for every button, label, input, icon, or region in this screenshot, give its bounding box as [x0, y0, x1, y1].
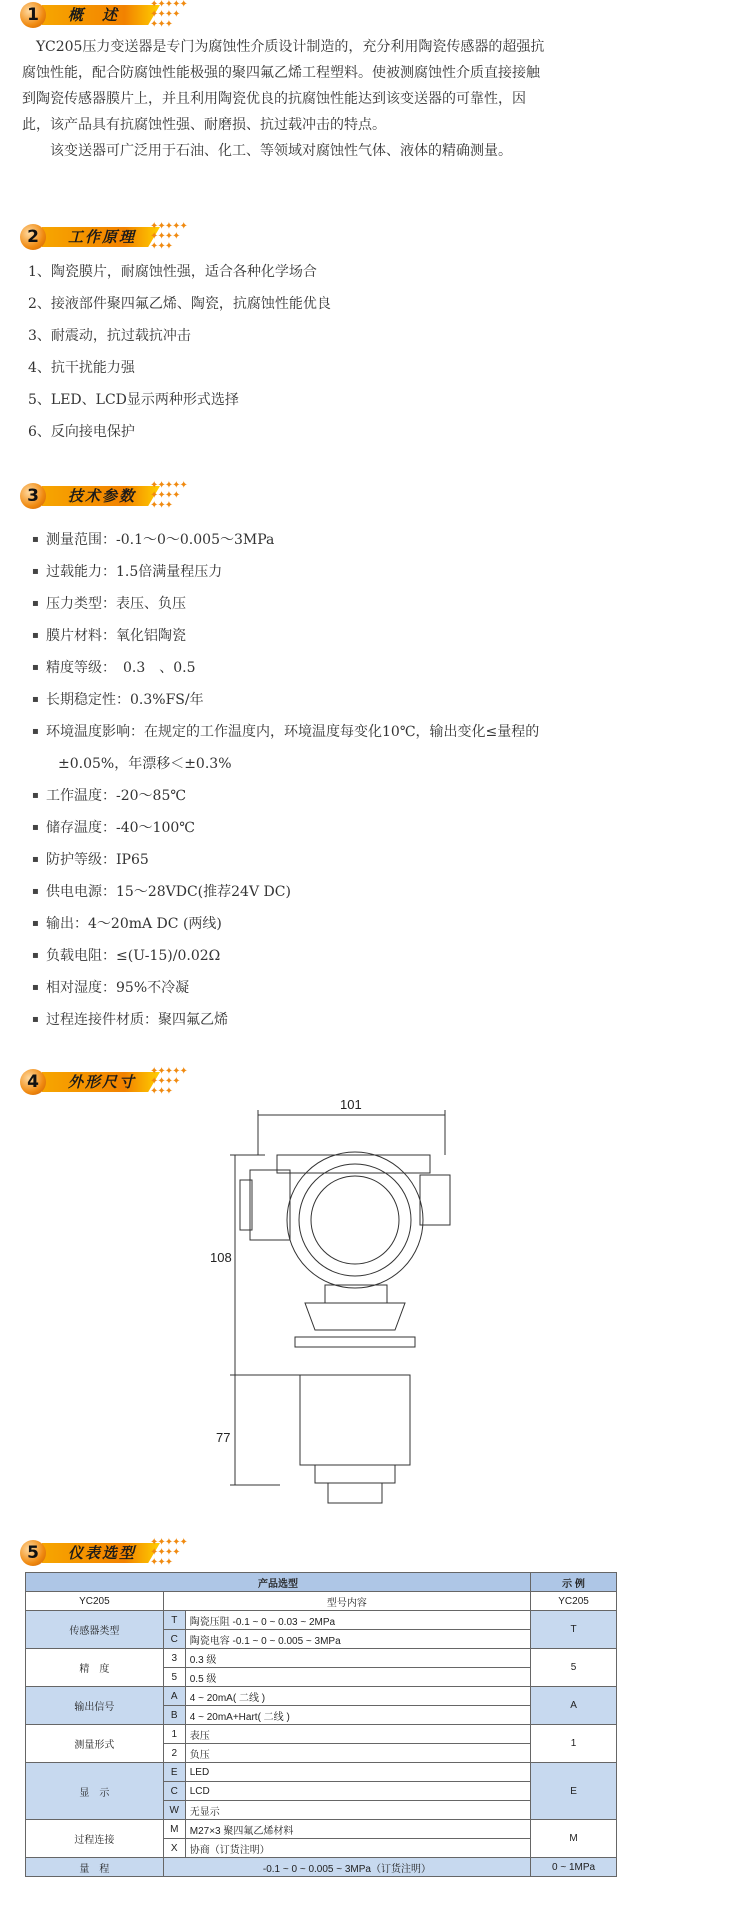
principle-item: 1、陶瓷膜片，耐腐蚀性强，适合各种化学场合: [28, 264, 317, 280]
table-header-row: [26, 1573, 617, 1592]
section-title: 技术参数: [68, 487, 137, 505]
table-cell: YC205: [26, 1592, 164, 1611]
overview-line: 到陶瓷传感器膜片上，并且利用陶瓷优良的抗腐蚀性能达到该变送器的可靠性，因: [22, 91, 526, 107]
principle-item: 4、抗干扰能力强: [28, 360, 135, 376]
table-header-cell: 示 例: [531, 1573, 617, 1592]
dimension-drawing: [210, 1097, 470, 1505]
group-label-cell: 传感器类型: [26, 1611, 164, 1649]
param-item: ▪ 工作温度：-20～85℃: [46, 786, 186, 806]
section-header-selection: [20, 1538, 240, 1568]
section-title: 仪表选型: [68, 1544, 137, 1562]
example-cell: M: [531, 1820, 617, 1858]
param-item-continued: ±0.05%，年漂移＜±0.3%: [58, 756, 232, 772]
stars-decoration-icon: ✦✦✦✦✦ ✦✦✦✦ ✦✦✦: [150, 480, 187, 511]
param-item: ▪ 相对湿度：95%不冷凝: [46, 978, 189, 998]
group-label-cell: 过程连接: [26, 1820, 164, 1858]
param-item: ▪ 负载电阻：≤(U-15)/0.02Ω: [46, 946, 220, 966]
desc-cell: 0.3 级: [185, 1649, 530, 1668]
table-row: [26, 1725, 617, 1744]
desc-cell: 陶瓷压阻 -0.1 ~ 0 ~ 0.03 ~ 2MPa: [185, 1611, 530, 1630]
section-number-badge: 5: [20, 1540, 46, 1566]
param-item: ▪ 储存温度：-40～100℃: [46, 818, 195, 838]
stars-decoration-icon: ✦✦✦✦✦ ✦✦✦✦ ✦✦✦: [150, 0, 187, 30]
example-cell: T: [531, 1611, 617, 1649]
table-row: [26, 1820, 617, 1839]
code-cell: W: [163, 1801, 185, 1820]
param-item: ▪ 环境温度影响：在规定的工作温度内，环境温度每变化10℃，输出变化≤量程的: [46, 722, 539, 742]
param-item: ▪ 精度等级： 0.3 、0.5: [46, 658, 196, 678]
section-number-badge: 2: [20, 224, 46, 250]
param-item: ▪ 防护等级：IP65: [46, 850, 149, 870]
code-cell: E: [163, 1763, 185, 1782]
overview-line: 此，该产品具有抗腐蚀性强、耐磨损、抗过载冲击的特点。: [22, 117, 386, 133]
group-label-cell: 量 程: [26, 1858, 164, 1877]
principle-item: 6、反向接电保护: [28, 424, 135, 440]
desc-cell: 负压: [185, 1744, 530, 1763]
stars-decoration-icon: ✦✦✦✦✦ ✦✦✦✦ ✦✦✦: [150, 1066, 187, 1097]
table-row: [26, 1611, 617, 1630]
section-number-badge: 3: [20, 483, 46, 509]
principle-item: 2、接液部件聚四氟乙烯、陶瓷，抗腐蚀性能优良: [28, 296, 331, 312]
param-item: ▪ 输出：4～20mA DC (两线): [46, 914, 222, 934]
desc-cell: 表压: [185, 1725, 530, 1744]
table-row: [26, 1763, 617, 1782]
param-item: ▪ 过程连接件材质：聚四氟乙烯: [46, 1010, 228, 1030]
section-header-dimensions: [20, 1067, 240, 1097]
stars-decoration-icon: ✦✦✦✦✦ ✦✦✦✦ ✦✦✦: [150, 1537, 187, 1568]
section-header-overview: [20, 0, 240, 30]
dimension-width-label: 101: [340, 1097, 362, 1112]
example-cell: 5: [531, 1649, 617, 1687]
example-cell: A: [531, 1687, 617, 1725]
section-title: 工作原理: [68, 228, 137, 246]
code-cell: B: [163, 1706, 185, 1725]
param-item: ▪ 供电电源：15～28VDC(推荐24V DC): [46, 882, 291, 902]
example-cell: E: [531, 1763, 617, 1820]
table-header-cell: 产品选型: [26, 1573, 531, 1592]
param-item: ▪ 压力类型：表压、负压: [46, 594, 186, 614]
code-cell: T: [163, 1611, 185, 1630]
desc-cell: 4 ~ 20mA( 二线 ): [185, 1687, 530, 1706]
overview-line: 该变送器可广泛用于石油、化工、等领域对腐蚀性气体、液体的精确测量。: [22, 143, 512, 159]
principle-item: 3、耐震动，抗过载抗冲击: [28, 328, 191, 344]
section-title: 概 述: [68, 6, 120, 24]
param-item: ▪ 测量范围：-0.1～0～0.005～3MPa: [46, 530, 274, 550]
code-cell: C: [163, 1782, 185, 1801]
param-item: ▪ 长期稳定性：0.3%FS/年: [46, 690, 204, 710]
desc-cell: LED: [185, 1763, 530, 1782]
table-row: [26, 1592, 617, 1611]
param-item: ▪ 膜片材料：氧化铝陶瓷: [46, 626, 186, 646]
desc-cell: 4 ~ 20mA+Hart( 二线 ): [185, 1706, 530, 1725]
table-cell: 型号内容: [163, 1592, 530, 1611]
example-cell: 0 ~ 1MPa: [531, 1858, 617, 1877]
section-header-params: [20, 481, 240, 511]
transmitter-outline-drawing: [220, 1105, 470, 1505]
desc-cell: 0.5 级: [185, 1668, 530, 1687]
principle-item: 5、LED、LCD显示两种形式选择: [28, 392, 239, 408]
section-header-principle: [20, 222, 240, 252]
desc-cell: 无显示: [185, 1801, 530, 1820]
desc-cell: 陶瓷电容 -0.1 ~ 0 ~ 0.005 ~ 3MPa: [185, 1630, 530, 1649]
selection-table: [25, 1572, 617, 1877]
example-cell: 1: [531, 1725, 617, 1763]
code-cell: C: [163, 1630, 185, 1649]
desc-cell: M27×3 聚四氟乙烯材料: [185, 1820, 530, 1839]
code-cell: 5: [163, 1668, 185, 1687]
overview-line: 腐蚀性能，配合防腐蚀性能极强的聚四氟乙烯工程塑料。使被测腐蚀性介质直接接触: [22, 65, 540, 81]
group-label-cell: 显 示: [26, 1763, 164, 1820]
code-cell: 1: [163, 1725, 185, 1744]
desc-cell: LCD: [185, 1782, 530, 1801]
stars-decoration-icon: ✦✦✦✦✦ ✦✦✦✦ ✦✦✦: [150, 221, 187, 252]
section-number-badge: 1: [20, 2, 46, 28]
param-item: ▪ 过载能力：1.5倍满量程压力: [46, 562, 222, 582]
dimension-lower-height-label: 77: [216, 1430, 231, 1445]
code-cell: X: [163, 1839, 185, 1858]
overview-line: YC205压力变送器是专门为腐蚀性介质设计制造的，充分利用陶瓷传感器的超强抗: [22, 39, 545, 55]
code-cell: A: [163, 1687, 185, 1706]
group-label-cell: 输出信号: [26, 1687, 164, 1725]
code-cell: 3: [163, 1649, 185, 1668]
table-row: [26, 1649, 617, 1668]
table-cell: YC205: [531, 1592, 617, 1611]
group-label-cell: 精 度: [26, 1649, 164, 1687]
group-label-cell: 测量形式: [26, 1725, 164, 1763]
table-row: [26, 1858, 617, 1877]
overview-text: [22, 34, 712, 164]
section-number-badge: 4: [20, 1069, 46, 1095]
desc-cell: -0.1 ~ 0 ~ 0.005 ~ 3MPa（订货注明）: [163, 1858, 530, 1877]
table-row: [26, 1687, 617, 1706]
desc-cell: 协商（订货注明）: [185, 1839, 530, 1858]
code-cell: M: [163, 1820, 185, 1839]
dimension-upper-height-label: 108: [210, 1250, 232, 1265]
code-cell: 2: [163, 1744, 185, 1763]
section-title: 外形尺寸: [68, 1073, 137, 1091]
